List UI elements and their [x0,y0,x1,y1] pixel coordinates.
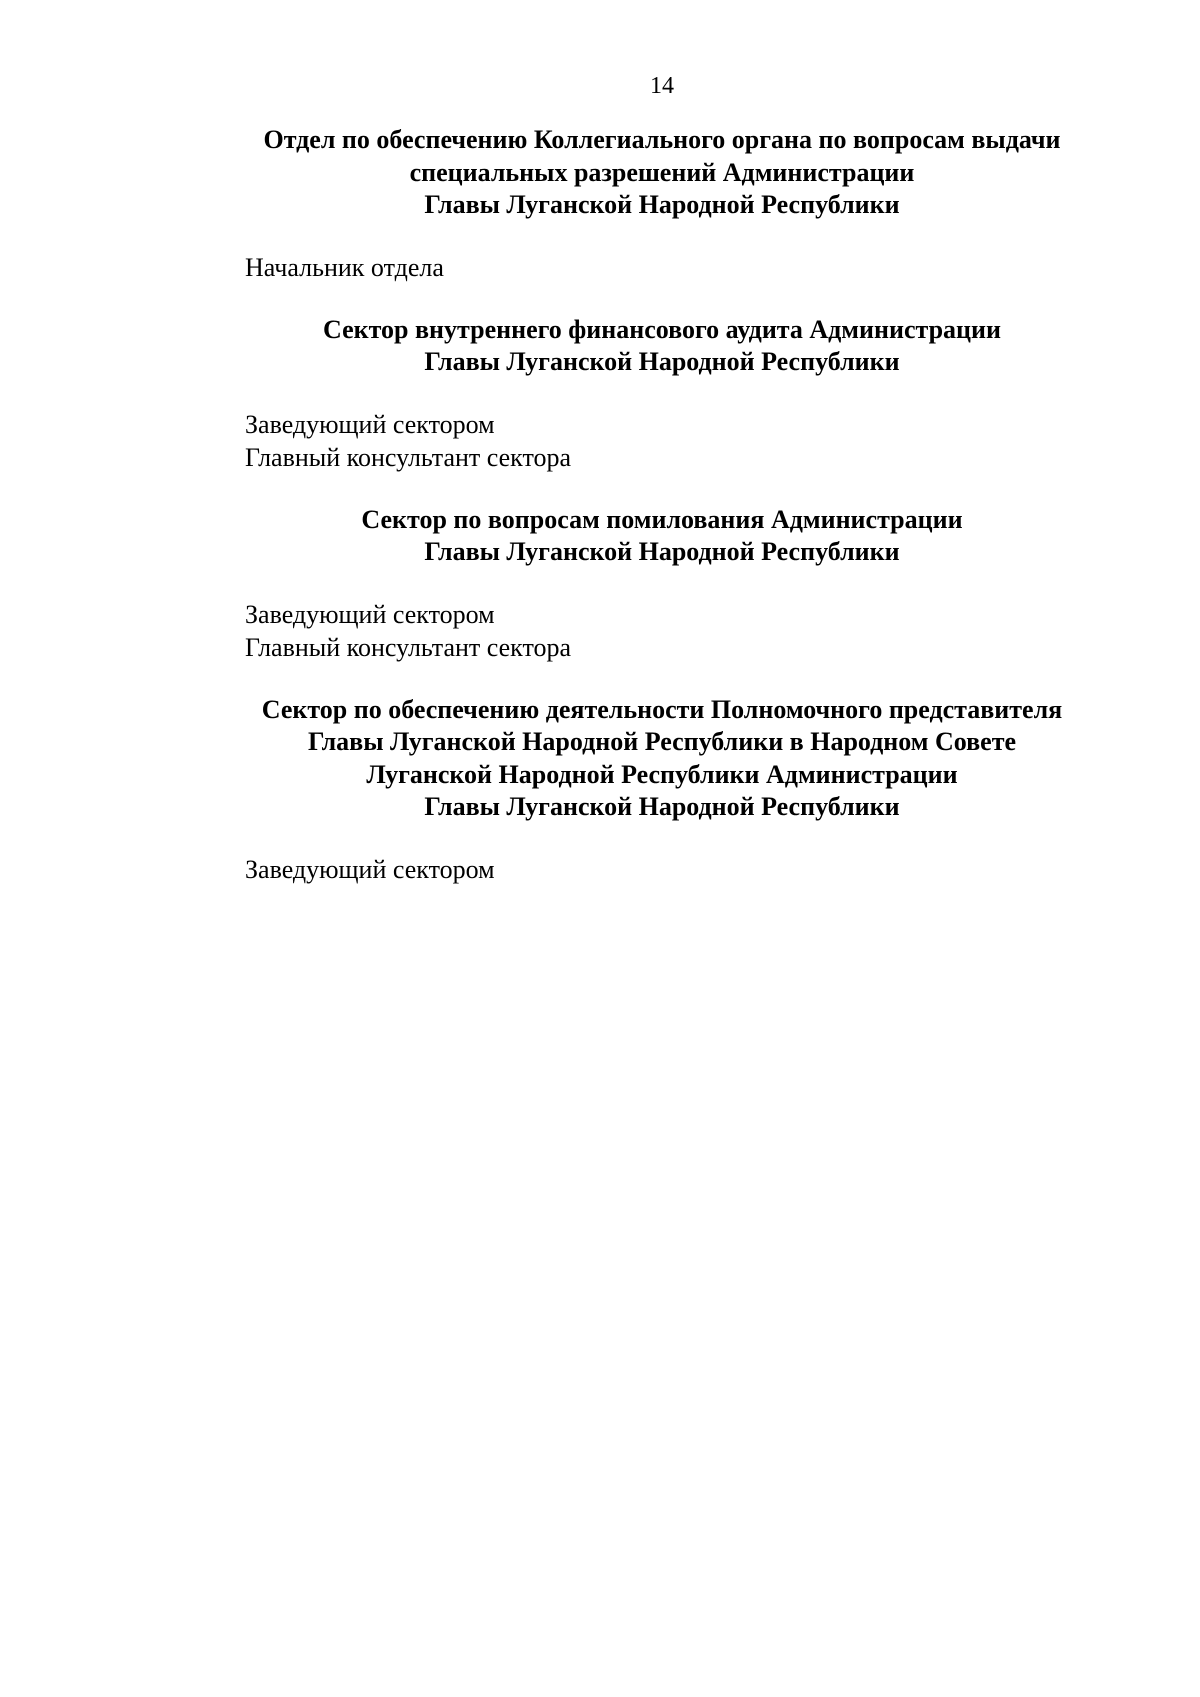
section-heading-pardon-sector [219,504,1105,569]
section-heading-plenipotentiary-support-sector [219,694,1105,824]
heading-line: специальных разрешений Администрации [409,157,915,187]
document-body [219,124,1105,886]
heading-line: Главы Луганской Народной Республики в Народном Совете [307,727,1017,756]
heading-line: Главы Луганской Народной Республики [424,792,900,821]
positions-list [219,853,1105,886]
positions-list [219,598,1105,664]
position-item: Заведующий сектором [245,409,495,439]
heading-line: Отдел по обеспечению Коллегиального органа по вопросам выдачи [263,125,1061,154]
page-number: 14 [650,73,674,99]
positions-list [219,251,1105,284]
position-item: Заведующий сектором [245,599,495,629]
heading-line: Сектор по вопросам помилования Администрации [361,504,963,534]
heading-line: Главы Луганской Народной Республики [424,347,900,376]
positions-list [219,408,1105,474]
position-item: Главный консультант сектора [245,442,572,472]
position-item: Начальник отдела [245,252,444,282]
heading-line: Сектор внутреннего финансового аудита Администрации [323,314,1001,344]
heading-line: Сектор по обеспечению деятельности Полномочного представителя [261,694,1063,724]
heading-line: Главы Луганской Народной Республики [424,190,900,219]
position-item: Заведующий сектором [245,854,495,884]
heading-line: Главы Луганской Народной Республики [424,537,900,566]
position-item: Главный консультант сектора [245,632,572,662]
section-heading-collegial-body-department [219,124,1105,222]
heading-line: Луганской Народной Республики Администрации [366,759,958,789]
section-heading-internal-audit-sector [219,314,1105,379]
